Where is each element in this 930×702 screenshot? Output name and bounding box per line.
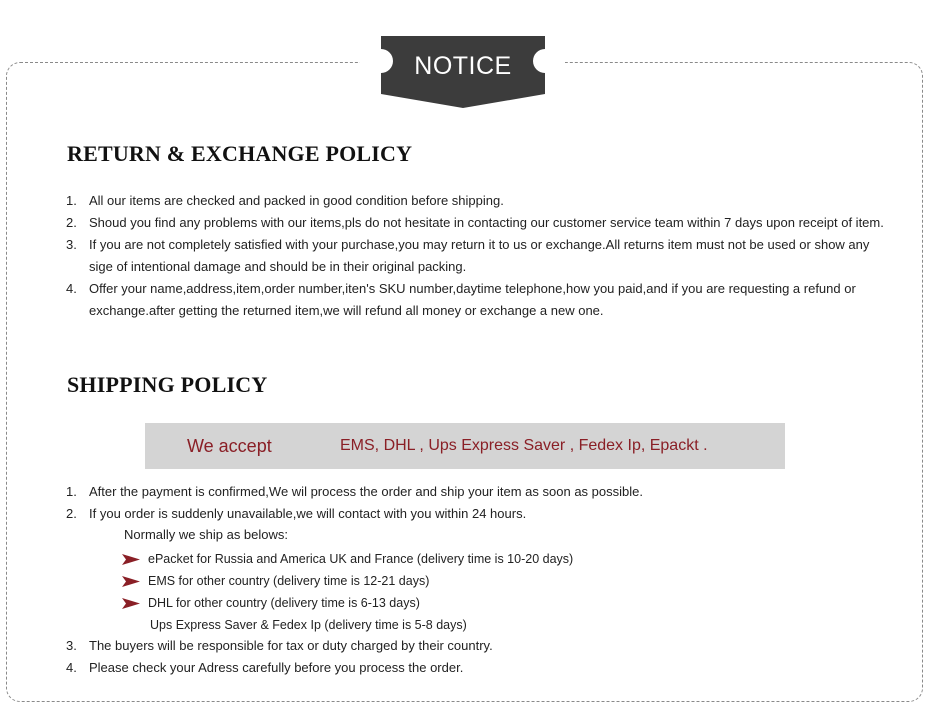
item-text: After the payment is confirmed,We wil process the order and ship your item as soon as possible. [89, 484, 643, 499]
item-text: Please check your Adress carefully before you process the order. [89, 660, 464, 675]
return-policy-heading: RETURN & EXCHANGE POLICY [67, 141, 413, 166]
item-number: 2. [66, 506, 77, 521]
item-text: If you order is suddenly unavailable,we will contact with you within 24 hours. [89, 506, 527, 521]
arrow-bullet-icon [122, 554, 140, 565]
item-number: 2. [66, 215, 77, 230]
item-number: 3. [66, 237, 77, 252]
policy-item [66, 503, 886, 525]
shipping-policy-list-top [66, 481, 886, 525]
item-text: Offer your name,address,item,order number,iten's SKU number,daytime telephone,how you paid,and if you are requesting a refund or exchange.after getting the returned item,we will refund all money or exchange a new one. [89, 281, 856, 318]
notice-label: NOTICE [414, 52, 512, 80]
we-accept-label: We accept [187, 436, 272, 456]
item-text: If you are not completely satisfied with your purchase,you may return it to us or exchange.All returns item must not be used or show any sige of intentional damage and should be in their original packing. [89, 237, 870, 274]
policy-item [66, 190, 886, 212]
policy-item [66, 635, 886, 657]
policy-item [66, 657, 886, 679]
return-policy-list [66, 190, 886, 322]
carrier-text: DHL for other country (delivery time is 6-13 days) [148, 596, 420, 610]
carrier-intro: Normally we ship as belows: [124, 527, 289, 542]
carrier-text: ePacket for Russia and America UK and France (delivery time is 10-20 days) [148, 552, 574, 566]
policy-item [66, 234, 886, 278]
item-number: 4. [66, 660, 77, 675]
arrow-bullet-icon [122, 576, 140, 587]
carrier-text: EMS for other country (delivery time is 12-21 days) [148, 574, 430, 588]
accepted-carriers-bar [145, 423, 785, 469]
policy-item [66, 481, 886, 503]
item-number: 1. [66, 193, 77, 208]
carrier-text: Ups Express Saver & Fedex Ip (delivery time is 5-8 days) [150, 618, 467, 632]
item-number: 1. [66, 484, 77, 499]
item-number: 4. [66, 281, 77, 296]
shipping-policy-heading: SHIPPING POLICY [67, 372, 268, 397]
policy-item [66, 278, 886, 322]
item-text: All our items are checked and packed in good condition before shipping. [89, 193, 504, 208]
arrow-bullet-icon [122, 598, 140, 609]
shipping-policy-list-bottom [66, 635, 886, 679]
item-number: 3. [66, 638, 77, 653]
item-text: The buyers will be responsible for tax or duty charged by their country. [89, 638, 493, 653]
policy-item [66, 212, 886, 234]
accepted-carriers-text: EMS, DHL , Ups Express Saver , Fedex Ip, Epackt . [340, 437, 708, 454]
item-text: Shoud you find any problems with our items,pls do not hesitate in contacting our customer service team within 7 days upon receipt of item. [89, 215, 884, 230]
